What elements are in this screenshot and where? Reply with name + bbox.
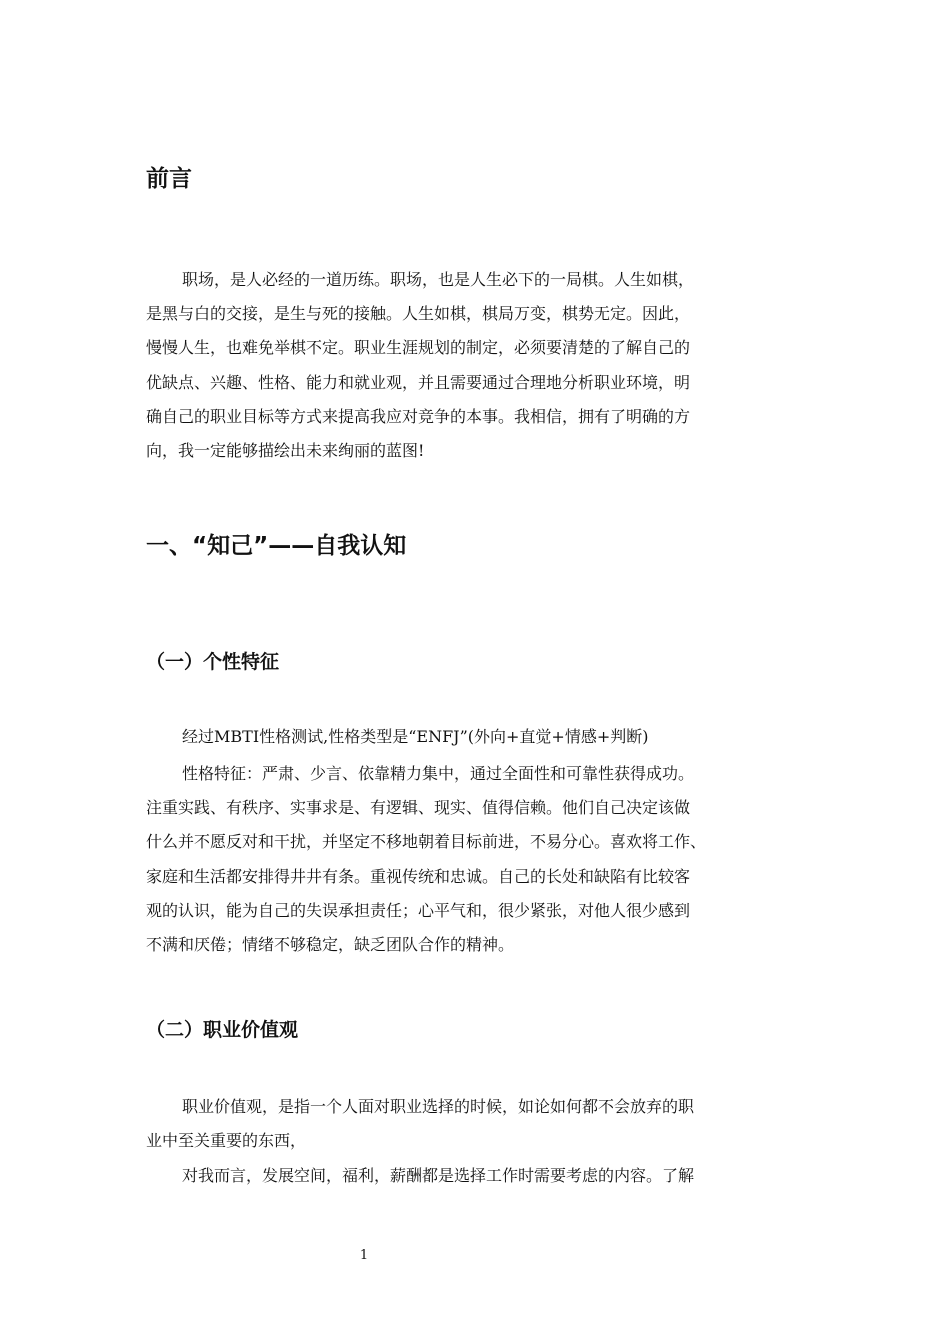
mbti-line-1: 经过MBTI性格测试,性格类型是“ENFJ”(外向+直觉+情感+判断) (182, 727, 649, 746)
values-line-1: 职业价值观，是指一个人面对职业选择的时候，如论如何都不会放弃的职 (182, 1097, 695, 1116)
personality-line-1: 性格特征：严肃、少言、依靠精力集中，通过全面性和可靠性获得成功。 (182, 764, 695, 783)
personality-line-3: 什么并不愿反对和干扰，并坚定不移地朝着目标前进，不易分心。喜欢将工作、 (146, 832, 707, 852)
personality-line-4: 家庭和生活都安排得井井有条。重视传统和忠诚。自己的长处和缺陷有比较客 (146, 866, 691, 886)
mbti-paragraph (146, 720, 806, 754)
personality-paragraph (146, 757, 806, 962)
values-paragraph (146, 1090, 806, 1158)
preface-line-2: 是黑与白的交接，是生与死的接触。人生如棋，棋局万变，棋势无定。因此， (146, 304, 691, 324)
personality-line-6: 不满和厌倦；情绪不够稳定，缺乏团队合作的精神。 (146, 935, 515, 955)
values-line-2: 业中至关重要的东西， (146, 1131, 307, 1151)
preface-line-1: 职场，是人必经的一道历练。职场，也是人生必下的一局棋。人生如棋， (182, 270, 695, 289)
preface-paragraph (146, 263, 806, 468)
page-number: 1 (359, 1248, 369, 1263)
preface-line-3: 慢慢人生，也难免举棋不定。职业生涯规划的制定，必须要清楚的了解自己的 (146, 338, 691, 358)
personality-line-5: 观的认识，能为自己的失误承担责任；心平气和，很少紧张，对他人很少感到 (146, 900, 691, 920)
values-continuation-line-1: 对我而言，发展空间，福利，薪酬都是选择工作时需要考虑的内容。了解 (182, 1166, 695, 1185)
preface-line-5: 确自己的职业目标等方式来提高我应对竞争的本事。我相信，拥有了明确的方 (146, 406, 691, 426)
section-1-heading: 一、“知己”——自我认知 (146, 533, 407, 559)
preface-line-4: 优缺点、兴趣、性格、能力和就业观，并且需要通过合理地分析职业环境，明 (146, 372, 691, 392)
personality-line-2: 注重实践、有秩序、实事求是、有逻辑、现实、值得信赖。他们自己决定该做 (146, 798, 691, 818)
values-continuation-paragraph (146, 1159, 806, 1193)
subsection-2-heading: （二）职业价值观 (146, 1019, 299, 1041)
subsection-1-heading: （一）个性特征 (146, 651, 280, 673)
preface-heading: 前言 (146, 166, 192, 192)
preface-line-6: 向，我一定能够描绘出未来绚丽的蓝图! (146, 441, 425, 461)
